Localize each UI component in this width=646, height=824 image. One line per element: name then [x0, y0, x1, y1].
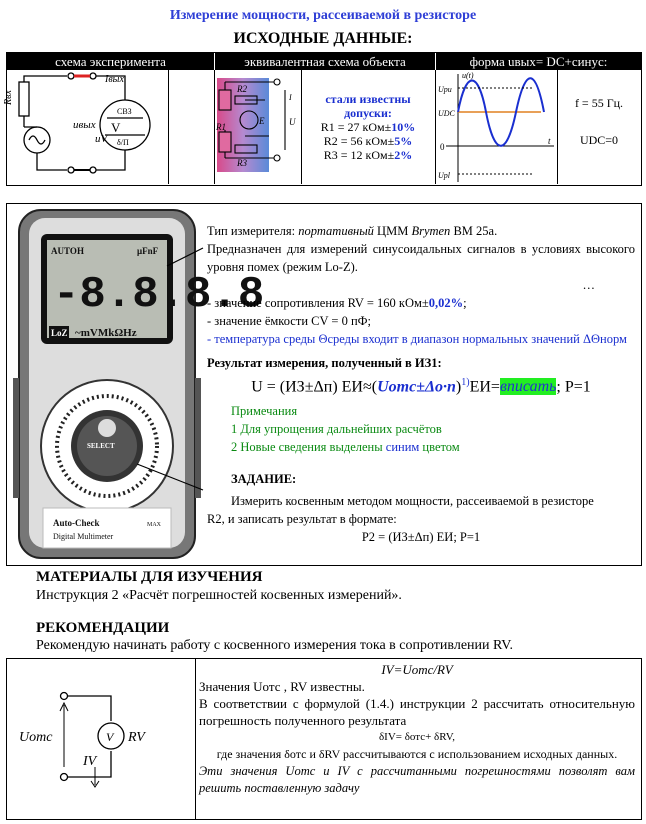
calc-para-5: Эти значения Uотс и IV с рассчитанными погрешностями позволят вам решить поставленную задачу: [199, 764, 635, 795]
tolerance-r1-value: 10%: [391, 120, 416, 134]
wave-t-label: t: [548, 136, 551, 146]
note-2-blue: синим: [385, 440, 420, 455]
equivalent-circuit-diagram: [215, 70, 301, 184]
circuit-iv-label: IV: [83, 754, 97, 769]
section-subtitle: ИСХОДНЫЕ ДАННЫЕ:: [233, 30, 413, 47]
meter-max-label: MAX: [147, 522, 162, 528]
task-line-3: P2 = (ИЗ±Δп) ЕИ; P=1: [361, 530, 481, 545]
formula-value: Uотс±Δо·п: [377, 378, 456, 396]
equiv-r2-label: R2: [237, 84, 247, 94]
task-line-2: R2, и записать результат в формате:: [207, 512, 397, 527]
formula-prefix: U = (ИЗ±Δп) ЕИ≈(: [251, 378, 378, 396]
materials-text: Инструкция 2 «Расчёт погрешностей косвенных измерений».: [36, 588, 402, 603]
formula-probability: ; P=1: [556, 378, 591, 396]
meter-type-brand: Brymen: [411, 224, 451, 238]
current-formula: IV=Uотс/RV: [381, 662, 453, 677]
tolerance-r3-text: R3 = 12 кОм±: [323, 148, 395, 162]
calculation-text: [199, 661, 635, 797]
col-header-experiment: схема эксперимента: [7, 53, 215, 70]
frequency-cell: [557, 70, 641, 184]
formula-close: ): [455, 378, 462, 396]
circuit-v-label: V: [106, 730, 114, 744]
equivalent-schema: [215, 70, 302, 184]
tolerance-r3: [301, 148, 435, 162]
temperature-line: - температура среды Θсреды входит в диапазон нормальных значений ΔΘнорм: [207, 332, 627, 346]
task-title: ЗАДАНИЕ:: [231, 472, 297, 487]
result-title: Результат измерения, полученный в ИЗ1:: [207, 356, 442, 370]
equiv-i-label: I: [289, 93, 292, 102]
equiv-r3-label: R3: [237, 158, 247, 168]
circuit-uotc-label: Uотс: [19, 730, 53, 745]
resistance-end: ;: [463, 296, 467, 310]
resistance-tolerance: 0,02%: [428, 296, 464, 310]
experiment-schema: [3, 70, 169, 184]
note-2-end: цветом: [419, 440, 460, 455]
calc-para-4: где значения δотс и δRV рассчитываются с использованием исходных данных.: [216, 747, 618, 761]
schema-gap: [168, 70, 215, 184]
waveform-sketch: [436, 70, 557, 184]
tolerances-cell: [301, 70, 436, 184]
note-2-text: 2 Новые сведения выделены: [231, 440, 386, 455]
schema-r-vx-label: Rвх: [3, 90, 14, 105]
result-formula: [207, 372, 635, 398]
tolerance-r2: [301, 134, 435, 148]
schema-i-vyh-label: Iвых: [105, 74, 124, 85]
calculation-box: [6, 658, 642, 820]
resistance-line: [207, 294, 635, 312]
tolerance-r1: [301, 120, 435, 134]
schema-u-v-label: uV: [95, 133, 108, 145]
task-line-1: Измерить косвенным методом мощности, рассеиваемой в резисторе: [231, 494, 594, 509]
frequency-value: f = 55 Гц.: [574, 96, 624, 110]
meter-type-model: ВМ 25а.: [450, 224, 498, 238]
tolerances-title: стали известны допуски:: [325, 92, 411, 120]
schema-v-label: V: [111, 120, 121, 135]
page-title: Измерение мощности, рассеиваемой в резисторе: [169, 8, 477, 23]
schema-kind-label: δ/Π: [117, 138, 129, 147]
calc-para-2: В соответствии с формулой (1.4.) инструкции 2 рассчитать относительную погрешность полученного результата: [199, 696, 635, 728]
experiment-circuit-diagram: [3, 70, 168, 184]
tolerance-r2-value: 5%: [394, 134, 413, 148]
meter-auto-label: AUTO: [51, 246, 77, 256]
col-header-equivalent: эквивалентная схема объекта: [215, 53, 436, 70]
meter-digits: -8.8.8.8: [53, 270, 265, 320]
wave-upu-label: Upu: [438, 85, 452, 94]
meter-type-kind: портативный: [298, 224, 374, 238]
meter-units-bottom: ~mVMkΩHz: [75, 327, 137, 339]
wave-zero-label: 0: [440, 142, 445, 152]
recommend-text: Рекомендую начинать работу с косвенного измерения тока в сопротивлении RV.: [36, 638, 514, 653]
meter-loz-label: LoZ: [51, 328, 68, 338]
tolerance-r3-value: 2%: [394, 148, 413, 162]
col-header-waveform: форма uвых= DC+синус:: [436, 53, 641, 70]
current-circuit-cell: [7, 659, 196, 819]
note-2: [231, 438, 635, 456]
instrument-panel: [6, 203, 642, 566]
meter-model: Digital Multimeter: [53, 532, 114, 541]
equiv-u-label: U: [289, 117, 296, 127]
recommend-title: РЕКОМЕНДАЦИИ: [36, 620, 170, 636]
meter-type-text: Тип измерителя:: [207, 224, 299, 238]
waveform-cell: [436, 70, 558, 184]
notes-title: Примечания: [231, 404, 298, 419]
materials-title: МАТЕРИАЛЫ ДЛЯ ИЗУЧЕНИЯ: [36, 569, 263, 585]
meter-units-top: μFnF: [137, 246, 159, 256]
instrument-description: [207, 222, 635, 546]
equiv-e-label: E: [259, 116, 265, 126]
tolerance-r2-text: R2 = 56 кОм±: [323, 134, 395, 148]
meter-type-class: ЦММ: [373, 224, 412, 238]
calc-formula-delta: δIV= δотс+ δRV,: [379, 731, 455, 743]
wave-udc-label: UDC: [438, 109, 455, 118]
wave-u-label: u(t): [462, 71, 474, 80]
capacitance-line: - значение ёмкости CV = 0 пФ;: [207, 314, 371, 328]
current-circuit-diagram: [7, 659, 195, 819]
meter-type: [207, 222, 635, 240]
meter-select-label: SELECT: [87, 442, 115, 450]
note-1: 1 Для упрощения дальнейших расчётов: [231, 422, 442, 437]
meter-brand: Auto-Check: [53, 518, 100, 528]
meter-purpose: Предназначен для измерений синусоидальных сигналов в условиях высокого уровня помех (режим Lo-Z).: [207, 242, 635, 274]
source-data-table: [3, 52, 642, 186]
udc-value: UDC=0: [579, 133, 619, 147]
wave-upl-label: Upl: [438, 171, 450, 180]
meter-hold-label: H: [77, 246, 85, 256]
circuit-rv-label: RV: [128, 730, 145, 745]
formula-unit: ЕИ=: [469, 378, 500, 396]
resistance-text: - значение сопротивления RV = 160 кОм±: [207, 296, 429, 310]
calc-para-1: Значения Uотс , RV известны.: [199, 679, 365, 694]
tolerance-r1-text: R1 = 27 кОм±: [320, 120, 392, 134]
equiv-r1-label: R1: [216, 122, 226, 132]
schema-cvz-label: СВЗ: [117, 107, 132, 116]
schema-u-vyh-label: uвых: [73, 119, 96, 131]
fill-in-field[interactable]: вписать: [499, 378, 557, 396]
formula-note-ref: 1): [461, 377, 470, 388]
ellipsis: …: [582, 278, 595, 292]
